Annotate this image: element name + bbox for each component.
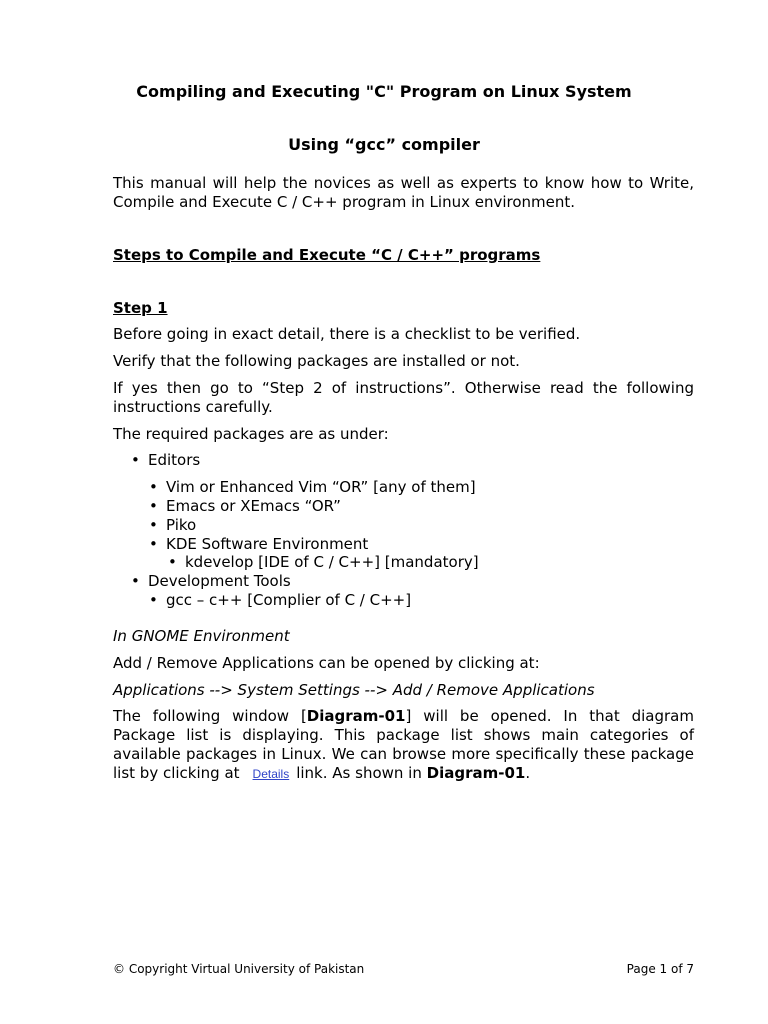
para-period: . <box>525 764 531 782</box>
steps-heading: Steps to Compile and Execute “C / C++” programs <box>113 246 541 264</box>
gnome-line1: Add / Remove Applications can be opened by clicking at: <box>113 654 540 672</box>
details-link[interactable]: Details <box>252 767 290 781</box>
para-text-a: The following window [ <box>113 707 307 725</box>
para-text-c: link. As shown in <box>296 764 422 782</box>
list-item-editors: • Editors <box>131 451 691 470</box>
step1-line1: Before going in exact detail, there is a checklist to be verified. <box>113 325 581 343</box>
gnome-path: Applications --> System Settings --> Add / Remove Applications <box>113 681 595 699</box>
list-item-dev-tools: • Development Tools <box>131 572 691 591</box>
list-item: • KDE Software Environment <box>149 535 689 554</box>
step1-line4: The required packages are as under: <box>113 425 389 443</box>
diagram-ref-2: Diagram-01 <box>426 764 526 782</box>
list-item: • Emacs or XEmacs “OR” <box>149 497 689 516</box>
devtools-list <box>131 572 691 591</box>
devtools-sublist <box>149 591 689 610</box>
document-title: Compiling and Executing "C" Program on Linux System <box>136 82 632 101</box>
list-item: • gcc – c++ [Complier of C / C++] <box>149 591 689 610</box>
gnome-heading: In GNOME Environment <box>113 627 290 645</box>
gnome-paragraph <box>113 707 694 784</box>
step1-line2: Verify that the following packages are installed or not. <box>113 352 520 370</box>
diagram-ref: Diagram-01 <box>306 707 406 725</box>
kde-sublist <box>168 553 688 572</box>
page-number: Page 1 of 7 <box>626 962 694 976</box>
step1-line3: If yes then go to “Step 2 of instructions”. Otherwise read the following instructions carefully. <box>113 379 694 416</box>
intro-paragraph: This manual will help the novices as well as experts to know how to Write, Compile and Execute C / C++ program in Linux environment. <box>113 174 694 211</box>
step1-heading: Step 1 <box>113 299 168 317</box>
editors-sublist <box>149 478 689 554</box>
packages-list <box>131 451 691 470</box>
copyright-text: © Copyright Virtual University of Pakistan <box>113 962 365 976</box>
para-text-b: ] will be opened. In that diagram Package list is displaying. This package list shows main categories of available packages in Linux. We can browse more specifically these package list by clicking at <box>113 707 694 782</box>
list-item: • Piko <box>149 516 689 535</box>
list-item: • Vim or Enhanced Vim “OR” [any of them] <box>149 478 689 497</box>
document-subtitle: Using “gcc” compiler <box>288 135 480 154</box>
list-item-kdevelop: • kdevelop [IDE of C / C++] [mandatory] <box>168 553 688 572</box>
